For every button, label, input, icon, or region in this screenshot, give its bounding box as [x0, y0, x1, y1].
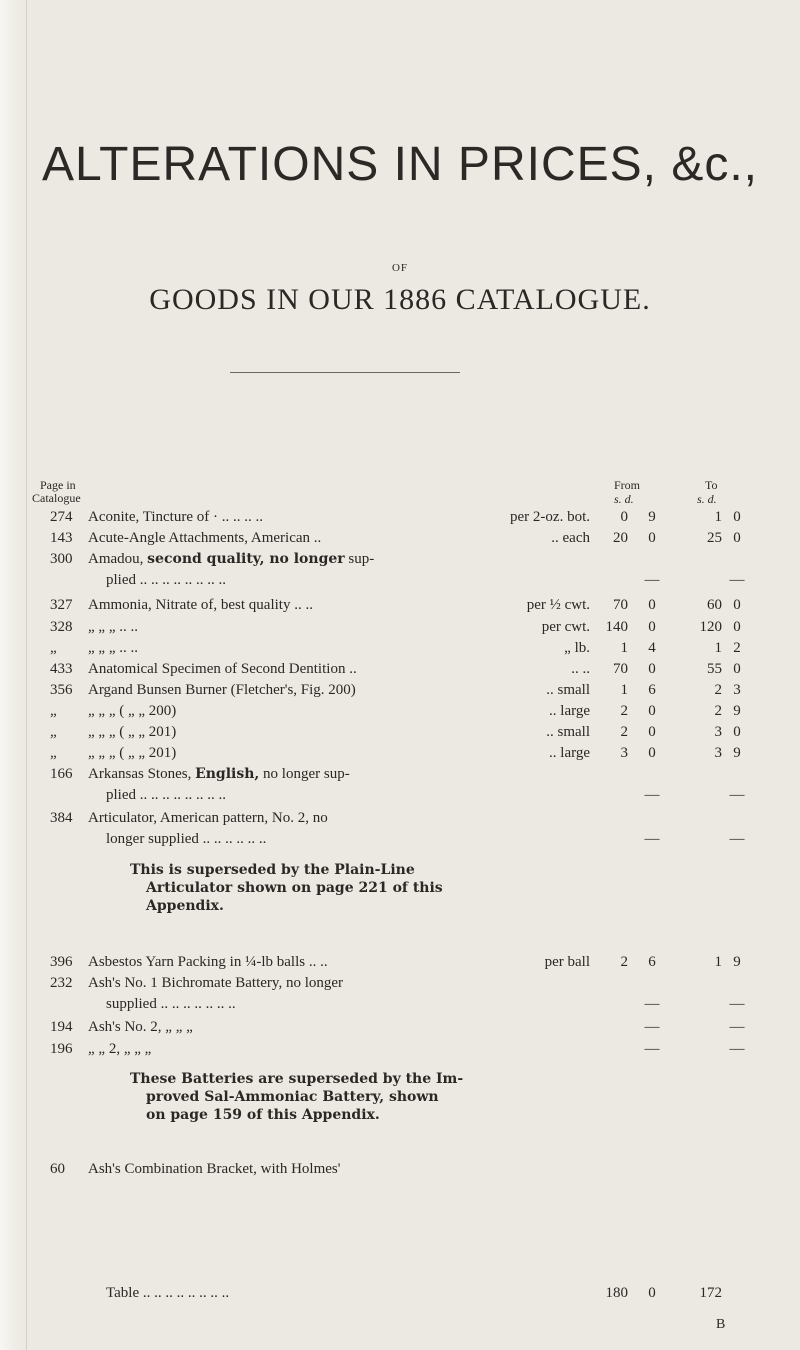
column-header-to-units: s. d. — [697, 492, 717, 506]
row-from-pence: — — [644, 787, 660, 803]
row-page: „ — [50, 724, 57, 740]
row-from-pence: 6 — [648, 954, 656, 970]
row-from-pence: 0 — [648, 1285, 656, 1301]
table-row — [0, 766, 800, 786]
row-to-pence: — — [729, 831, 745, 847]
row-from-shillings: 70 — [613, 597, 628, 613]
table-row — [0, 1161, 800, 1181]
note-line: Appendix. — [146, 898, 224, 914]
row-to-pence: 0 — [733, 597, 741, 613]
row-to-pence: 0 — [733, 509, 741, 525]
row-page: 328 — [50, 619, 73, 635]
row-from-pence: 0 — [648, 597, 656, 613]
row-from-shillings: 140 — [605, 619, 628, 635]
table-row — [0, 640, 800, 660]
row-page: 143 — [50, 530, 73, 546]
row-to-shillings: 2 — [714, 703, 722, 719]
column-header-from-units: s. d. — [614, 492, 634, 506]
row-description — [88, 551, 374, 568]
row-from-pence: 6 — [648, 682, 656, 698]
row-description-emphasis: English, — [195, 766, 260, 782]
row-to-shillings: 3 — [714, 724, 722, 740]
row-page: 396 — [50, 954, 73, 970]
title-connector: OF — [391, 262, 409, 274]
table-row — [0, 810, 800, 830]
row-to-shillings: 2 — [714, 682, 722, 698]
row-to-shillings: 25 — [707, 530, 722, 546]
row-to-pence: — — [729, 572, 745, 588]
row-page: 196 — [50, 1041, 73, 1057]
row-description: Argand Bunsen Burner (Fletcher's, Fig. 200) — [88, 682, 356, 698]
table-row — [0, 619, 800, 639]
table-row-continuation — [0, 1285, 800, 1305]
table-row — [0, 661, 800, 681]
row-from-pence: — — [644, 831, 660, 847]
row-to-pence: — — [729, 1041, 745, 1057]
row-page: 433 — [50, 661, 73, 677]
row-to-shillings: 1 — [714, 954, 722, 970]
row-to-shillings: 60 — [707, 597, 722, 613]
row-description: Acute-Angle Attachments, American .. — [88, 530, 322, 546]
row-from-shillings: 0 — [620, 509, 628, 525]
row-to-shillings: 3 — [714, 745, 722, 761]
row-page: „ — [50, 703, 57, 719]
row-to-shillings: 1 — [714, 509, 722, 525]
row-from-shillings: 2 — [620, 954, 628, 970]
row-page: 356 — [50, 682, 73, 698]
row-from-shillings: 3 — [620, 745, 628, 761]
table-row — [0, 975, 800, 995]
row-unit: per ½ cwt. — [526, 597, 590, 613]
row-to-pence: 0 — [733, 661, 741, 677]
row-from-pence: 9 — [648, 509, 656, 525]
row-page: 274 — [50, 509, 73, 525]
note-line: Articulator shown on page 221 of this — [146, 880, 443, 896]
row-description-continued: plied .. .. .. .. .. .. .. .. — [106, 787, 226, 803]
row-from-shillings: 1 — [620, 682, 628, 698]
row-description: Asbestos Yarn Packing in ¼-lb balls .. .. — [88, 954, 328, 970]
note-batteries — [130, 1070, 463, 1124]
table-row — [0, 703, 800, 723]
note-line: These Batteries are superseded by the Im- — [130, 1071, 464, 1087]
row-description: Aconite, Tincture of · .. .. .. .. — [88, 509, 263, 525]
row-from-shillings: 2 — [620, 724, 628, 740]
row-to-pence: 9 — [733, 703, 741, 719]
row-from-pence: 0 — [648, 530, 656, 546]
table-row — [0, 509, 800, 529]
row-from-pence: — — [644, 572, 660, 588]
row-unit: .. small — [546, 682, 590, 698]
row-description-continued: plied .. .. .. .. .. .. .. .. — [106, 572, 226, 588]
row-description: Anatomical Specimen of Second Dentition .. — [88, 661, 357, 677]
row-description-text: Arkansas Stones, — [88, 766, 196, 782]
row-from-pence: 4 — [648, 640, 656, 656]
table-row — [0, 1019, 800, 1039]
row-description: „ „ „ ( „ „ 201) — [88, 724, 177, 740]
row-to-shillings: 55 — [707, 661, 722, 677]
row-from-pence: — — [644, 1041, 660, 1057]
row-from-pence: 0 — [648, 745, 656, 761]
table-row-continuation — [0, 787, 800, 807]
table-row — [0, 597, 800, 617]
column-header-to: To — [705, 478, 718, 492]
row-to-pence: — — [729, 787, 745, 803]
note-line: on page 159 of this Appendix. — [146, 1107, 380, 1123]
row-from-pence: 0 — [648, 619, 656, 635]
row-description: „ „ 2, „ „ „ — [88, 1041, 152, 1057]
page-title: ALTERATIONS IN PRICES, &c., — [41, 138, 758, 191]
table-row — [0, 530, 800, 550]
row-to-pence: 3 — [733, 682, 741, 698]
row-page: 300 — [50, 551, 73, 567]
table-row-continuation — [0, 831, 800, 851]
row-unit: per cwt. — [541, 619, 590, 635]
title-rule — [230, 372, 460, 373]
row-description: „ „ „ .. .. — [88, 619, 138, 635]
row-description-emphasis: second quality, no longer — [147, 551, 345, 567]
row-description: Ash's Combination Bracket, with Holmes' — [88, 1161, 341, 1177]
row-to-pence: 0 — [733, 619, 741, 635]
table-row — [0, 551, 800, 571]
row-from-pence: 0 — [648, 703, 656, 719]
row-unit: .. large — [549, 745, 590, 761]
table-row — [0, 954, 800, 974]
row-page: 166 — [50, 766, 73, 782]
row-page: „ — [50, 745, 57, 761]
table-row-continuation — [0, 996, 800, 1016]
row-page: „ — [50, 640, 57, 656]
row-to-pence: 9 — [733, 954, 741, 970]
row-to-pence: 2 — [733, 640, 741, 656]
row-description: Ammonia, Nitrate of, best quality .. .. — [88, 597, 313, 613]
row-page: 327 — [50, 597, 73, 613]
row-to-shillings: 120 — [699, 619, 722, 635]
row-to-pence: 0 — [733, 724, 741, 740]
row-unit: .. large — [549, 703, 590, 719]
note-articulator — [130, 861, 443, 915]
row-from-shillings: 20 — [613, 530, 628, 546]
column-header-from: From — [614, 478, 641, 492]
row-page: 232 — [50, 975, 73, 991]
row-description-tail: sup- — [344, 551, 375, 567]
table-row — [0, 724, 800, 744]
row-to-pence: 9 — [733, 745, 741, 761]
row-to-shillings: 1 — [714, 640, 722, 656]
row-description: „ „ „ ( „ „ 201) — [88, 745, 177, 761]
note-line: proved Sal-Ammoniac Battery, shown — [146, 1089, 439, 1105]
row-to-pence: — — [729, 996, 745, 1012]
table-row — [0, 745, 800, 765]
row-to-pence: — — [729, 1019, 745, 1035]
row-from-pence: — — [644, 996, 660, 1012]
row-description: „ „ „ ( „ „ 200) — [88, 703, 177, 719]
row-to-shillings: 172 — [699, 1285, 722, 1301]
signature-mark: B — [716, 1317, 726, 1332]
row-from-shillings: 180 — [605, 1285, 628, 1301]
row-page: 60 — [50, 1161, 65, 1177]
row-description: Articulator, American pattern, No. 2, no — [88, 810, 328, 826]
row-unit: .. .. — [571, 661, 590, 677]
row-description — [88, 766, 350, 783]
row-description-continued: longer supplied .. .. .. .. .. .. — [106, 831, 267, 847]
column-header-page: Page in Catalogue — [32, 478, 81, 505]
row-description: Ash's No. 2, „ „ „ — [88, 1019, 193, 1035]
row-description: „ „ „ .. .. — [88, 640, 138, 656]
row-unit: per 2-oz. bot. — [510, 509, 590, 525]
row-to-pence: 0 — [733, 530, 741, 546]
row-unit: per ball — [544, 954, 590, 970]
row-from-pence: 0 — [648, 661, 656, 677]
row-description: Ash's No. 1 Bichromate Battery, no longer — [88, 975, 344, 991]
row-from-shillings: 1 — [620, 640, 628, 656]
row-page: 194 — [50, 1019, 73, 1035]
row-description-continued: supplied .. .. .. .. .. .. .. — [106, 996, 236, 1012]
table-row — [0, 1041, 800, 1061]
row-from-shillings: 2 — [620, 703, 628, 719]
row-description-tail: no longer sup- — [259, 766, 350, 782]
row-from-pence: — — [644, 1019, 660, 1035]
row-unit: „ lb. — [564, 640, 590, 656]
row-from-shillings: 70 — [613, 661, 628, 677]
row-unit: .. each — [551, 530, 590, 546]
row-description-continued: Table .. .. .. .. .. .. .. .. — [106, 1285, 230, 1301]
note-line: This is superseded by the Plain-Line — [130, 862, 415, 878]
row-from-pence: 0 — [648, 724, 656, 740]
row-description-text: Amadou, — [88, 551, 148, 567]
table-row-continuation — [0, 572, 800, 592]
table-row — [0, 682, 800, 702]
row-unit: .. small — [546, 724, 590, 740]
row-page: 384 — [50, 810, 73, 826]
page-subtitle: GOODS IN OUR 1886 CATALOGUE. — [149, 283, 651, 316]
